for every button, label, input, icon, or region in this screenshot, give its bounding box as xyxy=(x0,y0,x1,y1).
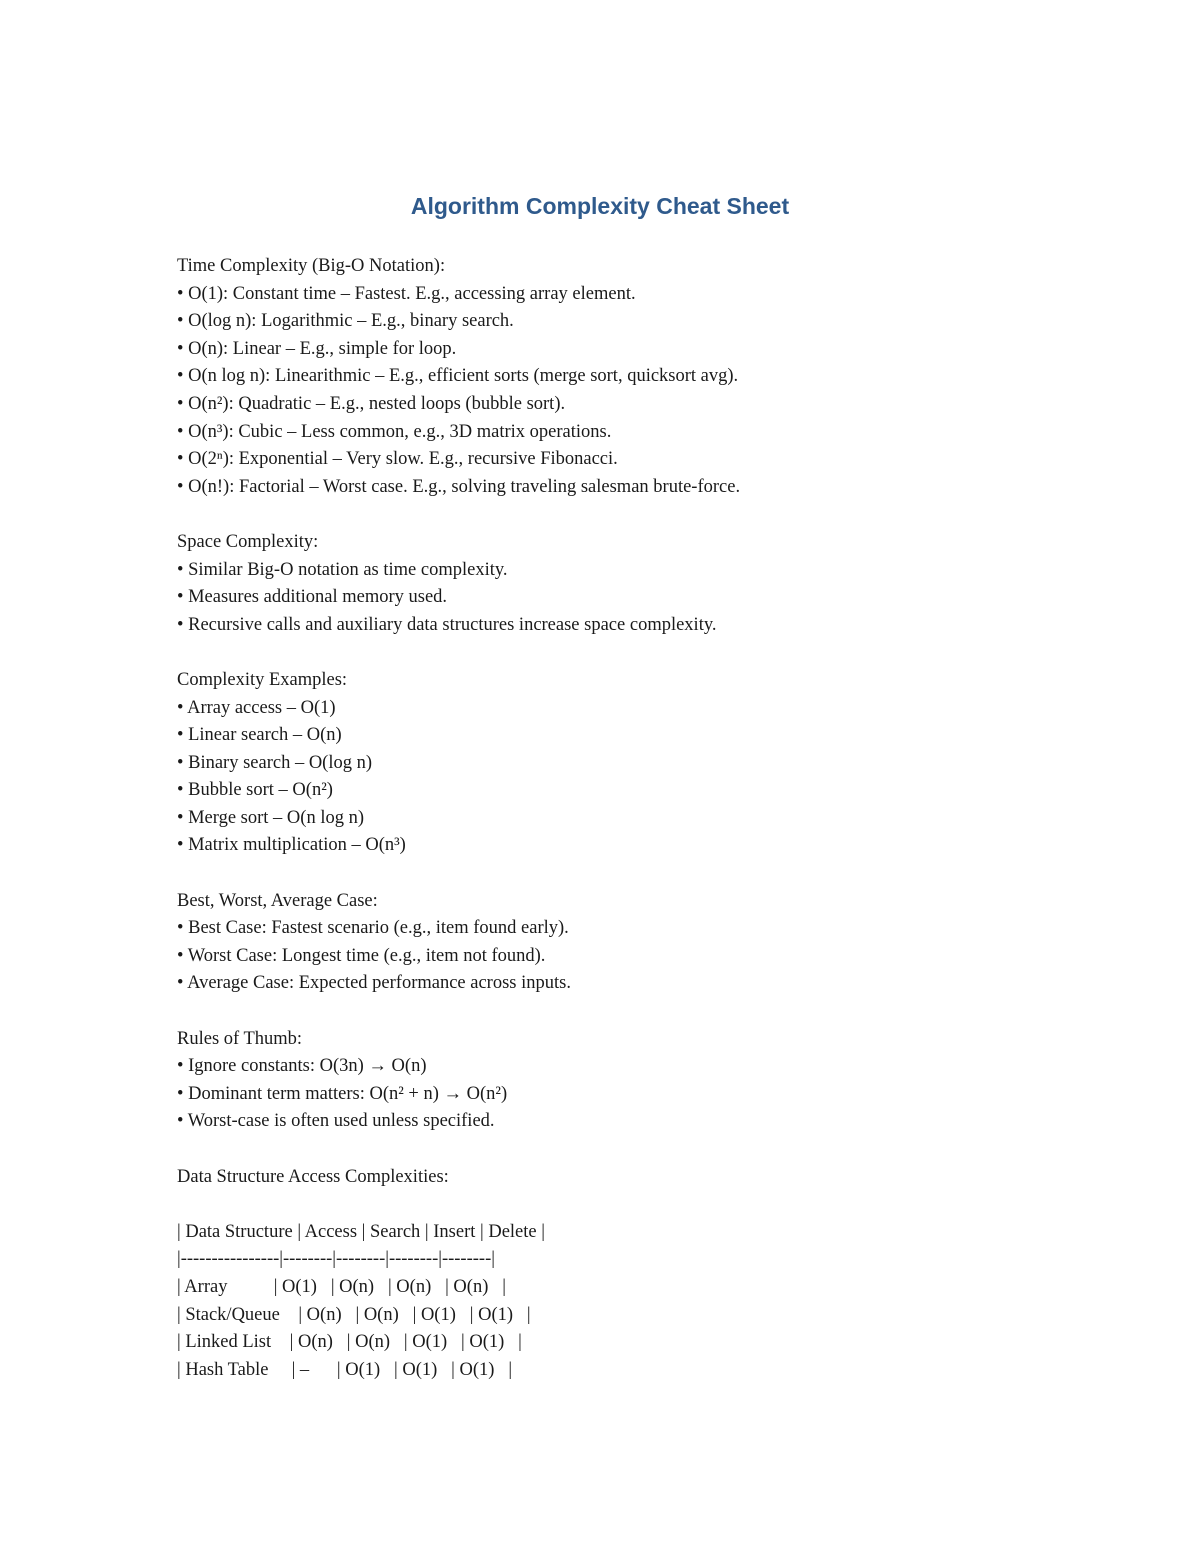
spacer xyxy=(177,998,1077,1026)
table-row: | Linked List | O(n) | O(n) | O(1) | O(1) | xyxy=(177,1332,522,1353)
list-item: • Ignore constants: O(3n) → O(n) xyxy=(177,1056,427,1077)
list-item: • O(n log n): Linearithmic – E.g., efficient sorts (merge sort, quicksort avg). xyxy=(177,366,739,387)
table-separator-row: |----------------|--------|--------|--------|--------| xyxy=(177,1249,495,1270)
list-item: • O(n): Linear – E.g., simple for loop. xyxy=(177,338,457,359)
list-item: • Linear search – O(n) xyxy=(177,725,342,746)
list-item: • O(2ⁿ): Exponential – Very slow. E.g., recursive Fibonacci. xyxy=(177,449,618,470)
list-item: • Best Case: Fastest scenario (e.g., item found early). xyxy=(177,918,569,939)
table-row: | Stack/Queue | O(n) | O(n) | O(1) | O(1) | xyxy=(177,1304,531,1325)
list-item: • O(n!): Factorial – Worst case. E.g., solving traveling salesman brute-force. xyxy=(177,476,741,497)
document-body xyxy=(177,253,1077,1384)
list-item: • O(1): Constant time – Fastest. E.g., accessing array element. xyxy=(177,283,636,304)
list-item: • Worst Case: Longest time (e.g., item not found). xyxy=(177,945,546,966)
spacer xyxy=(177,1136,1077,1164)
section-heading-space: Space Complexity: xyxy=(177,531,319,552)
document-title: Algorithm Complexity Cheat Sheet xyxy=(410,193,790,219)
list-item: • Merge sort – O(n log n) xyxy=(177,807,364,828)
table-row: | Array | O(1) | O(n) | O(n) | O(n) | xyxy=(177,1276,506,1297)
table-row: | Hash Table | – | O(1) | O(1) | O(1) | xyxy=(177,1359,513,1380)
spacer xyxy=(177,501,1077,529)
spacer xyxy=(177,1191,1077,1219)
list-item: • O(n²): Quadratic – E.g., nested loops (bubble sort). xyxy=(177,393,566,414)
section-heading-cases: Best, Worst, Average Case: xyxy=(177,890,378,911)
list-item: • Matrix multiplication – O(n³) xyxy=(177,835,406,856)
list-item: • O(log n): Logarithmic – E.g., binary search. xyxy=(177,311,514,332)
section-heading-time: Time Complexity (Big-O Notation): xyxy=(177,256,446,276)
list-item: • Recursive calls and auxiliary data structures increase space complexity. xyxy=(177,614,717,635)
list-item: • Similar Big-O notation as time complexity. xyxy=(177,559,508,580)
list-item: • Worst-case is often used unless specified. xyxy=(177,1111,495,1132)
list-item: • Bubble sort – O(n²) xyxy=(177,780,333,801)
table-header-row: | Data Structure | Access | Search | Insert | Delete | xyxy=(177,1221,545,1242)
spacer xyxy=(177,860,1077,888)
list-item: • Binary search – O(log n) xyxy=(177,752,373,773)
section-heading-examples: Complexity Examples: xyxy=(177,669,348,690)
section-heading-rules: Rules of Thumb: xyxy=(177,1028,303,1049)
section-heading-data-structures: Data Structure Access Complexities: xyxy=(177,1166,449,1187)
list-item: • Dominant term matters: O(n² + n) → O(n²) xyxy=(177,1083,508,1104)
list-item: • Array access – O(1) xyxy=(177,697,336,718)
list-item: • O(n³): Cubic – Less common, e.g., 3D matrix operations. xyxy=(177,421,612,442)
list-item: • Average Case: Expected performance across inputs. xyxy=(177,973,571,994)
list-item: • Measures additional memory used. xyxy=(177,587,448,608)
spacer xyxy=(177,639,1077,667)
